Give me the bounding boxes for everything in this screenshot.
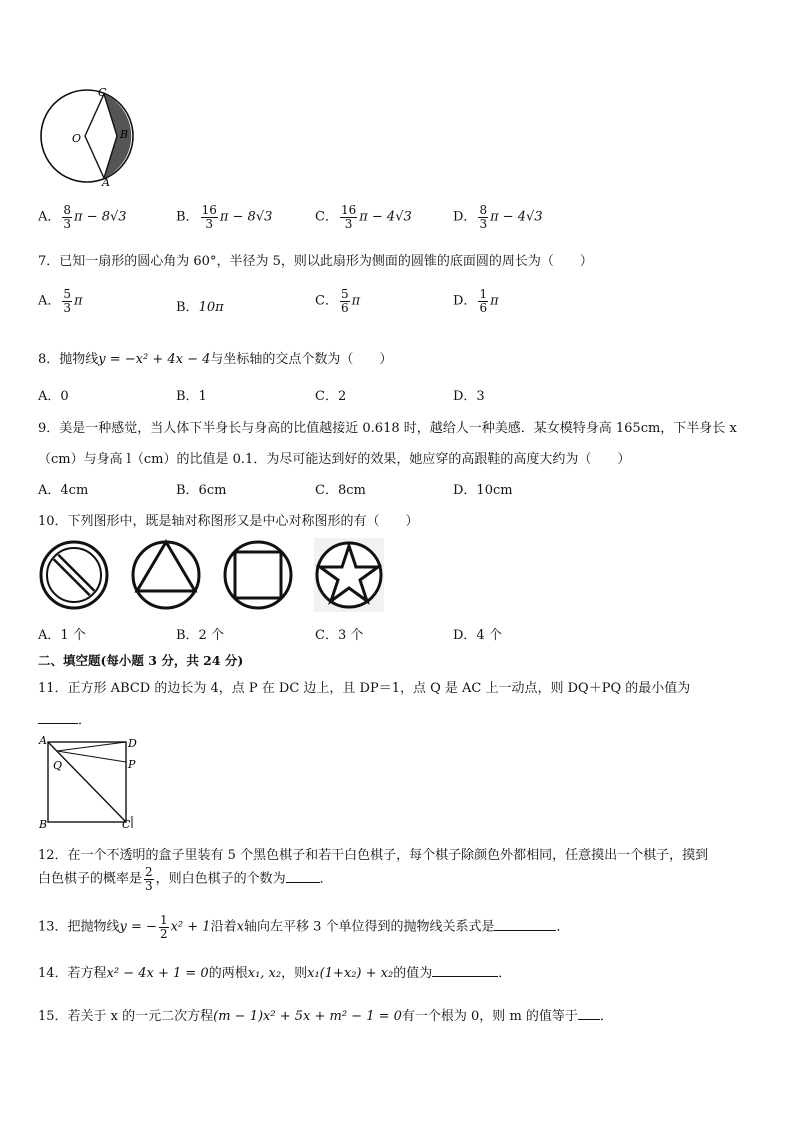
option-letter: D． [453,293,477,309]
q13-answer-blank[interactable] [494,930,556,931]
q14-line [38,962,511,981]
option-letter: B． [176,209,199,225]
option-letter: C． [315,293,338,309]
option-text: 10π [198,300,224,315]
q7-option-c[interactable] [315,288,360,314]
option-rest: π − 8√3 [219,209,273,225]
q15-pre: 15．若关于 x 的一元二次方程 [38,1009,214,1024]
fraction: $\frac{1}{6}$ [479,287,488,315]
fraction: $\frac{8}{3}$ [63,203,72,231]
fraction: $\frac{5}{3}$ [63,287,72,315]
fraction: $\frac{8}{3}$ [479,203,488,231]
q14-mid: 的两根 [208,966,248,981]
q11-label-q: Q [53,759,63,772]
q9-line1: 9．美是一种感觉，当人体下半身长与身高的比值越接近 0.618 时，越给人一种美感．某女模特身高 165cm，下半身长 x [38,421,737,436]
q7-option-a[interactable] [38,288,83,314]
q14-post: 的值为 [393,966,433,981]
q6-option-b[interactable] [176,204,272,230]
q10-stem: 10．下列图形中，既是轴对称图形又是中心对称图形的有（ ） [38,514,419,529]
q6-figure [38,86,134,190]
q6-label-b: B [120,128,129,141]
q11-label-d: D [128,737,137,750]
q14-roots: x₁, x₂ [247,966,282,981]
q10-option-a[interactable]: A．1 个 [38,628,86,643]
q13-line [38,914,570,940]
q6-option-a[interactable] [38,204,127,230]
q12-post: ，则白色棋子的个数为 [155,871,286,887]
q14-end: ． [498,966,512,981]
fraction: $\frac{1}{2}$ [159,913,168,941]
q15-end: ． [599,1009,613,1024]
fraction: $\frac{2}{3}$ [145,865,153,893]
q6-label-c: C [98,86,107,99]
q13-pre: 13．把抛物线 [38,919,120,935]
q11-label-b: B [39,818,48,831]
q6-label-a: A [102,176,110,189]
q8-post: 与坐标轴的交点个数为（ ） [210,352,393,367]
q12-answer-blank[interactable] [286,882,320,883]
triangle-in-circle-figure [133,542,199,608]
q7-option-d[interactable] [453,288,499,314]
no-sign-figure [41,542,107,608]
q6-option-d[interactable] [453,204,543,230]
option-rest: π [351,293,361,309]
q13-post: 轴向左平移 3 个单位得到的抛物线关系式是 [243,919,495,935]
q12-line1: 12．在一个不透明的盒子里装有 5 个黑色棋子和若干白色棋子，每个棋子除颜色外都相同，任意摸出一个棋子，摸到 [38,848,709,863]
q15-line [38,1005,613,1024]
q14-pre: 14．若方程 [38,966,107,981]
q11-figure [36,732,142,832]
q13-axis: x [236,919,244,935]
q10-figures [36,538,384,612]
q11-stem: 11．正方形 ABCD 的边长为 4，点 P 在 DC 边上，且 DP＝1，点 Q 是 AC 上一动点，则 DQ＋PQ 的最小值为 [38,681,691,696]
q11-end: ． [78,713,92,728]
q13-mid: 沿着 [210,919,237,935]
q13-y: y = − [119,919,157,935]
q15-post: 有一个根为 0，则 m 的值等于 [401,1009,578,1024]
q11-answer-line [38,709,91,728]
q8-option-c[interactable]: C．2 [315,389,347,404]
q8-pre: 8．抛物线 [38,352,99,367]
q14-equation: x² − 4x + 1 = 0 [106,966,209,981]
q15-answer-blank[interactable] [578,1019,600,1020]
q10-option-b[interactable]: B．2 个 [176,628,224,643]
q14-answer-blank[interactable] [432,976,498,977]
q11-answer-blank[interactable] [38,723,78,724]
option-rest: π − 4√3 [490,209,543,225]
q15-equation: (m − 1)x² + 5x + m² − 1 = 0 [213,1009,402,1024]
q9-option-d[interactable]: D．10cm [453,483,513,498]
q11-label-c: C [122,818,131,831]
q12-pre: 白色棋子的概率是 [38,871,143,887]
q10-option-d[interactable]: D．4 个 [453,628,502,643]
option-letter: D． [453,209,477,225]
section-title: 二、填空题(每小题 3 分，共 24 分) [38,653,244,668]
option-rest: π − 4√3 [359,209,412,225]
fraction: $\frac{16}{3}$ [340,203,357,231]
option-letter: A． [38,293,61,309]
q9-option-b[interactable]: B．6cm [176,483,227,498]
q10-option-c[interactable]: C．3 个 [315,628,364,643]
fraction: $\frac{5}{6}$ [340,287,349,315]
q13-formula: x² + 1 [170,919,211,935]
option-letter: A． [38,209,61,225]
q12-end: ． [319,871,333,887]
q13-end: ． [556,919,570,935]
option-rest: π − 8√3 [74,209,127,225]
q6-label-o: O [72,132,82,145]
q11-label-p: P [128,758,136,771]
q11-label-a: A [39,734,47,747]
q14-expression: x₁(1+x₂) + x₂ [307,966,394,981]
option-rest: π [490,293,499,309]
q6-option-c[interactable] [315,204,412,230]
option-letter: C． [315,209,338,225]
option-rest: π [74,293,83,309]
q9-line2: （cm）与身高 l（cm）的比值是 0.1．为尽可能达到好的效果，她应穿的高跟鞋的高度大约为（ ） [38,452,631,467]
q8-stem [38,348,392,367]
q8-formula: y = −x² + 4x − 4 [98,352,211,367]
q9-option-a[interactable]: A．4cm [38,483,89,498]
q7-stem: 7．已知一扇形的圆心角为 60°，半径为 5，则以此扇形为侧面的圆锥的底面圆的周长为（ ） [38,254,593,269]
option-letter: B． [176,300,199,315]
star-in-circle-figure [314,538,384,612]
q7-option-b[interactable] [176,296,224,315]
square-in-circle-figure [225,542,291,608]
q8-option-d[interactable]: D．3 [453,389,485,404]
q9-option-c[interactable]: C．8cm [315,483,366,498]
q8-option-b[interactable]: B．1 [176,389,207,404]
q14-sep: ，则 [281,966,308,981]
q12-line2 [38,866,333,892]
q8-option-a[interactable]: A．0 [38,389,69,404]
fraction: $\frac{16}{3}$ [201,203,217,231]
